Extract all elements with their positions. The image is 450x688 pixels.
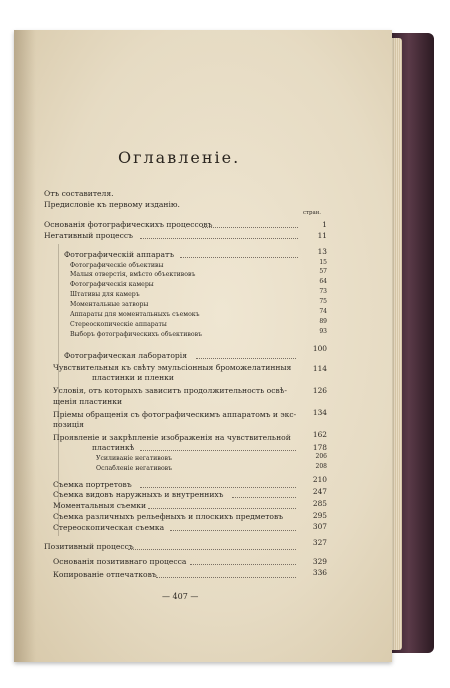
leader-dots: [140, 450, 296, 451]
toc-subentry: Малыя отверстія, вмѣсто объективовъ: [70, 271, 196, 278]
toc-page: 307: [312, 522, 327, 531]
toc-page: 126: [312, 386, 327, 395]
leader-dots: [232, 497, 296, 498]
toc-page: 100: [312, 344, 327, 353]
leader-dots: [140, 487, 296, 488]
toc-page: 134: [312, 408, 327, 417]
toc-entry: Пріемы обращенія съ фотографическимъ аппаратомъ и экс-: [53, 410, 297, 419]
toc-page: 11: [317, 231, 327, 240]
toc-page: 327: [312, 538, 327, 547]
page-column-header: стран.: [303, 210, 321, 216]
toc-page: 64: [319, 278, 327, 285]
toc-subentry: Аппараты для моментальныхъ съемокъ: [70, 311, 200, 318]
toc-page: 89: [319, 318, 327, 325]
toc-entry: Основанія фотографическихъ процессовъ: [44, 220, 213, 229]
toc-page: 329: [312, 557, 327, 566]
toc-page: 93: [319, 328, 327, 335]
toc-page: 247: [312, 487, 327, 496]
toc-entry: Чувствительныя къ свѣту эмульсіонныя броможелатинныя: [53, 363, 292, 372]
toc-page: 285: [312, 499, 327, 508]
toc-entry: Позитивный процессъ: [44, 542, 134, 551]
leader-dots: [190, 564, 296, 565]
toc-subentry: Выборъ фотографическихъ объективовъ: [70, 331, 203, 338]
toc-page: 336: [312, 568, 327, 577]
toc-page: 1: [322, 220, 327, 229]
toc-page: 13: [317, 247, 327, 256]
toc-subentry: Штативы для камеръ: [70, 291, 140, 298]
toc-entry: Негативный процессъ: [44, 231, 133, 240]
toc-subentry: Фотографическіе объективы: [70, 262, 164, 269]
toc-page: 114: [312, 364, 327, 373]
toc-subentry: Фотографическія камеры: [70, 281, 154, 288]
toc-entry: Съемка видовъ наружныхъ и внутреннихъ: [53, 490, 224, 499]
toc-entry: Фотографическая лабораторія: [64, 351, 188, 360]
toc-subentry: Усиливаніе негативовъ: [96, 455, 172, 462]
toc-entry: Основанія позитивнаго процесса: [53, 557, 187, 566]
toc-page: 295: [312, 511, 327, 520]
toc-page: 73: [319, 288, 327, 295]
page-number: — 407 —: [162, 592, 199, 601]
toc-entry: щенія пластинки: [53, 397, 123, 406]
leader-dots: [140, 238, 298, 239]
toc-entry: Проявленіе и закрѣпленіе изображенія на чувствительной: [53, 433, 291, 442]
toc-page: 162: [312, 430, 327, 439]
leader-dots: [196, 358, 296, 359]
toc-entry: позиція: [53, 420, 84, 429]
toc-subentry: Ослабленіе негативовъ: [96, 465, 173, 472]
toc-title: Оглавленіе.: [118, 148, 241, 167]
toc-entry: Стереоскопическая съемка: [53, 523, 165, 532]
toc-entry: Съемка портретовъ: [53, 480, 132, 489]
toc-entry: Отъ составителя.: [44, 189, 114, 198]
toc-page: 74: [319, 308, 327, 315]
toc-entry: Моментальныя съемки: [53, 501, 147, 510]
toc-subentry: Моментальные затворы: [70, 301, 149, 308]
toc-page: 210: [312, 475, 327, 484]
toc-entry: Фотографическій аппаратъ: [64, 250, 175, 259]
toc-page: 208: [315, 463, 327, 470]
toc-page: 75: [319, 298, 327, 305]
toc-entry: Копированіе отпечатковъ: [53, 570, 157, 579]
leader-dots: [180, 257, 298, 258]
leader-dots: [148, 508, 296, 509]
leader-dots: [128, 549, 296, 550]
toc-subentry: Стереоскопическіе аппараты: [70, 321, 167, 328]
toc-page: 57: [319, 268, 327, 275]
toc-page: 206: [315, 453, 327, 460]
toc-page: 15: [319, 259, 327, 266]
toc-entry: Съемка различныхъ рельефныхъ и плоскихъ предметовъ: [53, 512, 284, 521]
toc-page: 178: [312, 443, 327, 452]
toc-entry: пластинки и пленки: [92, 373, 174, 382]
toc-entry: Условія, отъ которыхъ зависитъ продолжительность освѣ-: [53, 386, 287, 395]
leader-dots: [170, 530, 296, 531]
leader-dots: [202, 227, 298, 228]
toc-entry: Предисловіе къ первому изданію.: [44, 200, 180, 209]
toc-entry: пластинкѣ: [92, 443, 135, 452]
leader-dots: [156, 577, 296, 578]
book-page: [14, 30, 392, 662]
